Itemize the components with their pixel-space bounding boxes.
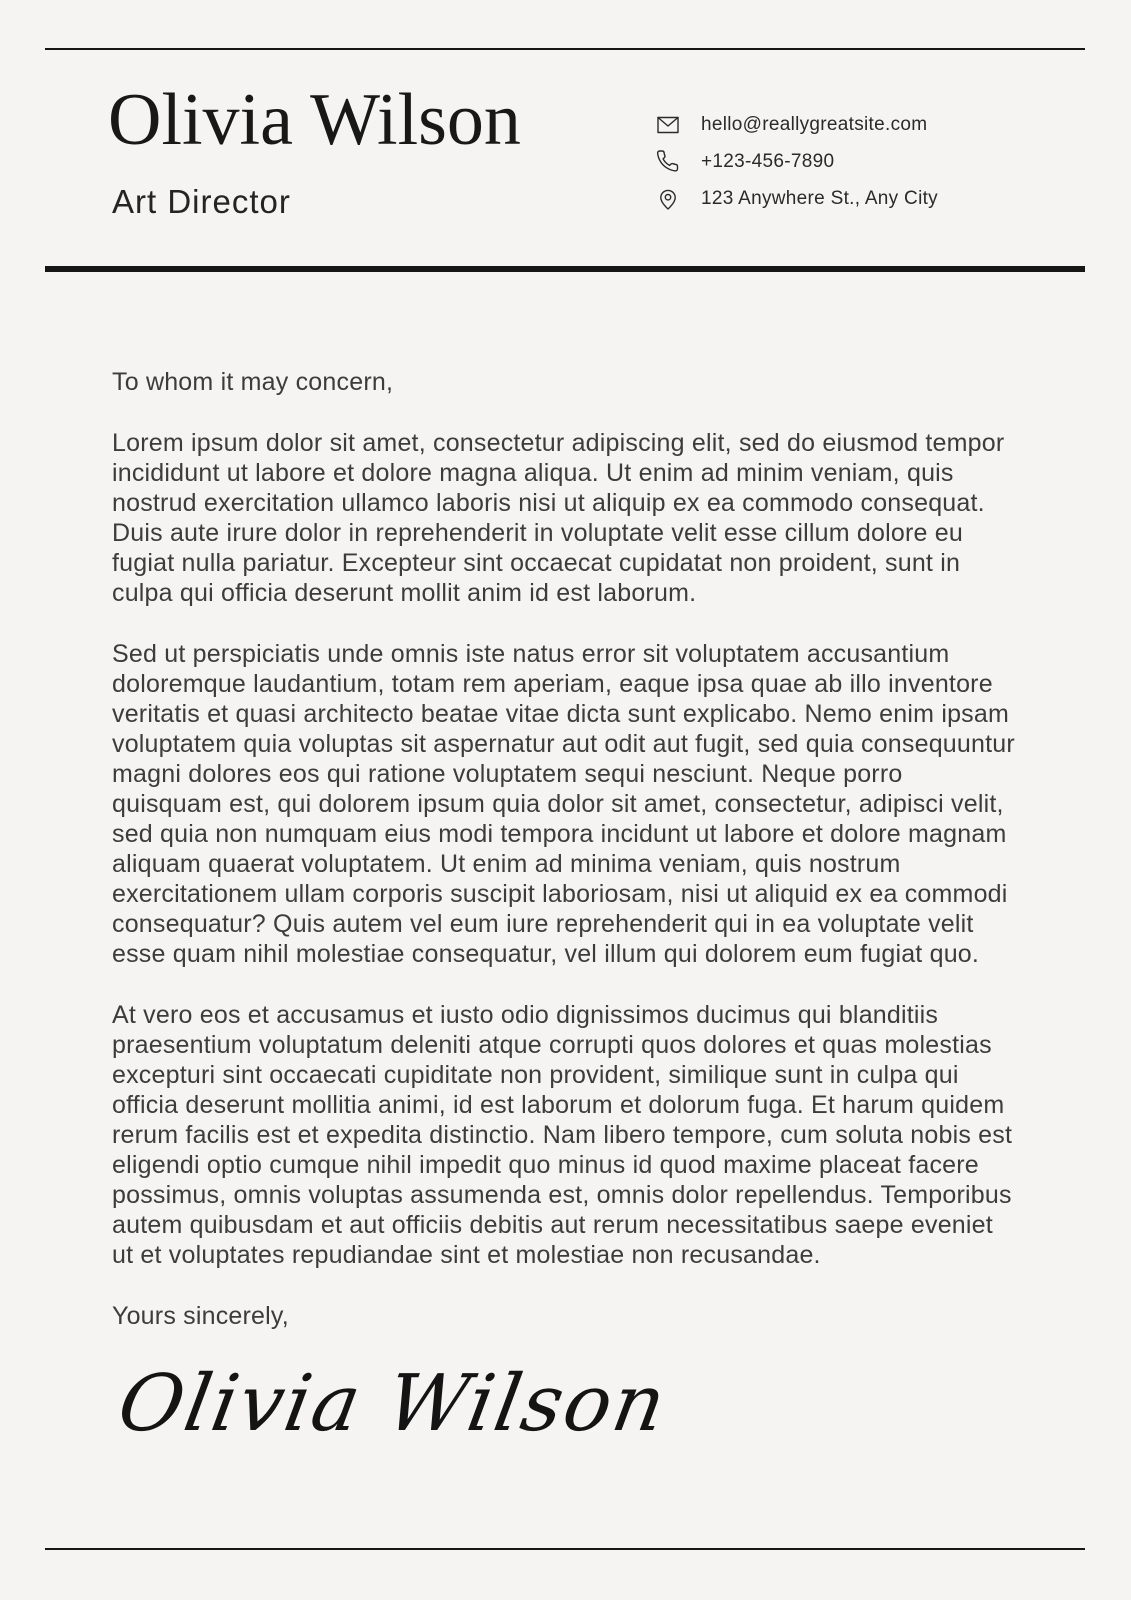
paragraph-3: At vero eos et accusamus et iusto odio dignissimos ducimus qui blanditiis praesentium voluptatum deleniti atque corrupti quos dolores et quas molestias excepturi sint occaecati cupiditate non provident, similique sunt in culpa qui officia deserunt mollitia animi, id est laborum et dolorum fuga. Et harum quidem rerum facilis est et expedita distinctio. Nam libero tempore, cum soluta nobis est eligendi optio cumque nihil impedit quo minus id quod maxime placeat facere possimus, omnis voluptas assumenda est, omnis dolor repellendus. Temporibus autem quibusdam et aut officiis debitis aut rerum necessitatibus saepe eveniet ut et voluptates repudiandae sint et molestiae non recusandae. bbox=[112, 1001, 1013, 1269]
contact-row-phone bbox=[655, 149, 938, 175]
contact-address: 123 Anywhere St., Any City bbox=[701, 188, 938, 209]
location-icon bbox=[655, 186, 681, 212]
paragraph-2: Sed ut perspiciatis unde omnis iste natus error sit voluptatem accusantium doloremque laudantium, totam rem aperiam, eaque ipsa quae ab illo inventore veritatis et quasi architecto beatae vitae dicta sunt explicabo. Nemo enim ipsam voluptatem quia voluptas sit aspernatur aut odit aut fugit, sed quia consequuntur magni dolores eos qui ratione voluptatem sequi nesciunt. Neque porro quisquam est, qui dolorem ipsum quia dolor sit amet, consectetur, adipisci velit, sed quia non numquam eius modi tempora incidunt ut labore et dolore magnam aliquam quaerat voluptatem. Ut enim ad minima veniam, quis nostrum exercitationem ullam corporis suscipit laboriosam, nisi ut aliquid ex ea commodi consequatur? Quis autem vel eum iure reprehenderit qui in ea voluptate velit esse quam nihil molestiae consequatur, vel illum qui dolorem eum fugiat quo. bbox=[112, 640, 1015, 968]
paragraph-1: Lorem ipsum dolor sit amet, consectetur adipiscing elit, sed do eiusmod tempor incididunt ut labore et dolore magna aliqua. Ut enim ad minim veniam, quis nostrud exercitation ullamco laboris nisi ut aliquip ex ea commodo consequat. Duis aute irure dolor in reprehenderit in voluptate velit esse cillum dolore eu fugiat nulla pariatur. Excepteur sint occaecat cupidatat non proident, sunt in culpa qui officia deserunt mollit anim id est laborum. bbox=[112, 429, 1005, 607]
job-title: Art Director bbox=[112, 183, 291, 220]
bottom-divider bbox=[45, 1548, 1085, 1550]
top-divider bbox=[45, 48, 1085, 50]
contact-phone: +123-456-7890 bbox=[701, 151, 835, 172]
header-divider bbox=[45, 266, 1085, 272]
closing: Yours sincerely, bbox=[112, 1302, 289, 1330]
contact-block bbox=[655, 112, 938, 212]
contact-email: hello@reallygreatsite.com bbox=[701, 114, 928, 135]
letter-body bbox=[112, 367, 1018, 1448]
contact-row-address bbox=[655, 186, 938, 212]
signature: Olivia Wilson bbox=[111, 1359, 674, 1449]
email-icon bbox=[655, 112, 681, 138]
phone-icon bbox=[655, 149, 681, 175]
contact-row-email bbox=[655, 112, 938, 138]
page-title: Olivia Wilson bbox=[108, 79, 521, 161]
salutation: To whom it may concern, bbox=[112, 368, 394, 396]
